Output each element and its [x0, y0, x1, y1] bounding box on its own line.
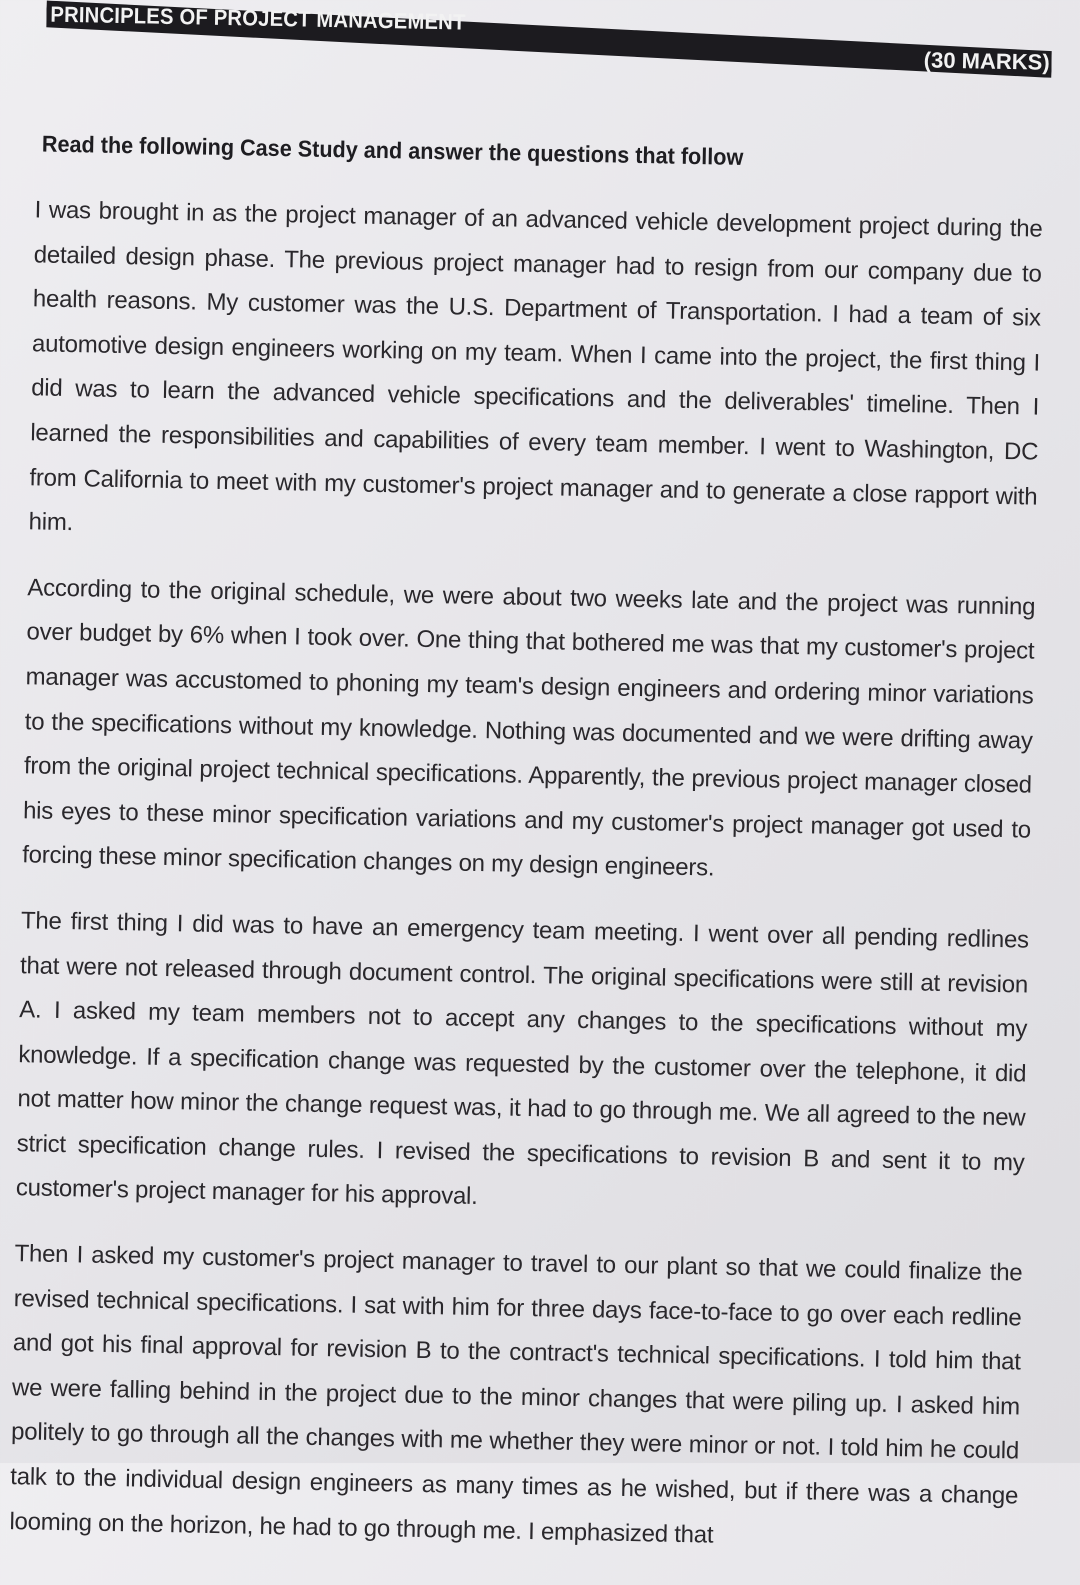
paragraph-2: According to the original schedule, we were about two weeks late and the project was running over budget by 6% when I took over. One thing that bothered me was that my customer's project manager was accustomed to phoning my team's design engineers and ordering minor variations to the specifications without my knowledge. Nothing was documented and we were drifting away from the original project technical specifications. Apparently, the previous project manager closed his eyes to these minor specification variations and my customer's project manager got used to forcing these minor specification changes on my design engineers.: [21, 574, 1036, 882]
paragraph-3: The first thing I did was to have an emergency team meeting. I went over all pending redlines that were not released through document control. The original specifications were still at revision A. I asked my team members not to accept any changes to the specifications without my knowledge. If a specification change was requested by the customer over the telephone, it did not matter how minor the change request was, it had to go through me. We all agreed to the new strict specification change rules. I revised the specifications to revision B and sent it to my customer's project manager for his approval.: [15, 907, 1030, 1211]
instruction-heading: Read the following Case Study and answer the questions that follow: [41, 130, 744, 170]
section-title: PRINCIPLES OF PROJECT MANAGEMENT: [50, 1, 466, 35]
paragraph-4: Then I asked my customer's project manager to travel to our plant so that we could finalize the revised technical specifications. I sat with him for three days face-to-face to go over each redline and got his final approval for revision B to the contract's technical specifications. I told him that we were falling behind in the project due to the minor changes that were piling up. I asked him politely to go through all the changes with me whether they were minor or not. I told him he could talk to the individual design engineers as many times as he wished, but if there was a change looming on the horizon, he had to go through me. I emphasized that: [9, 1240, 1023, 1549]
marks-label: (30 MARKS): [923, 47, 1050, 75]
case-study-body: [9, 188, 1043, 1584]
paragraph-1: I was brought in as the project manager of an advanced vehicle development project during the detailed design phase. The previous project manager had to resign from our company due to health reasons. My customer was the U.S. Department of Transportation. I had a team of six automotive design engineers working on my team. When I came into the project, the first thing I did was to learn the advanced vehicle specifications and the deliverables' timeline. Then I learned the responsibilities and capabilities of every team member. I went to Washington, DC from California to meet with my customer's project manager and to generate a close rapport with him.: [28, 196, 1043, 537]
